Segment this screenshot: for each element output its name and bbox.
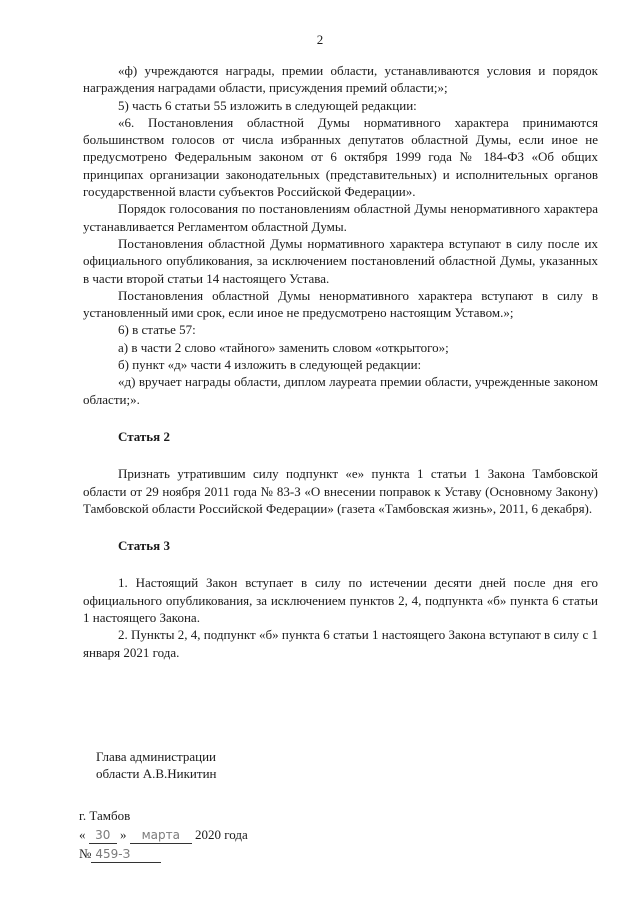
number-line [79,844,248,863]
date-line [79,825,248,844]
paragraph-voting-order: Порядок голосования по постановлениям областной Думы ненормативного характера устанавливается Регламентом областной Думы. [83,201,598,234]
signature-block [96,748,216,782]
article-2-text: Признать утратившим силу подпункт «е» пункта 1 статьи 1 Закона Тамбовской области от 29 ноября 2011 года № 83-З «О внесении поправок к Уставу (Основному Закону) Тамбовской области Российской Федерации» (газета «Тамбовская жизнь», 2011, 6 декабря). [83,466,598,516]
paragraph-nonnormative-effect: Постановления областной Думы ненормативного характера вступают в силу в установленный ими срок, если иное не предусмотрено настоящим Уставом.»; [83,287,598,321]
article-2-heading: Статья 2 [118,428,170,444]
paragraph-item-6: 6) в статье 57: [118,322,196,338]
article-3-heading: Статья 3 [118,538,170,554]
signature-title: Глава администрации [96,749,217,764]
paragraph-f: «ф) учреждаются награды, премии области, устанавливаются условия и порядок награждения наградами области, присуждения премий области;»; [83,63,598,96]
quote-open: « [79,827,86,842]
paragraph-part-6: «6. Постановления областной Думы нормативного характера принимаются большинством голосов от числа избранных депутатов областной Думы, если иное не предусмотрено Федеральным законом от 6 октября 1999 года № 184-ФЗ «Об общих принципах организации законодательных (представительных) и исполнительных органов государственной власти субъектов Российской Федерации». [83,114,598,200]
paragraph-sub-d: «д) вручает награды области, диплом лауреата премии области, учрежденные законом области;». [83,374,598,407]
quote-close: » [120,827,127,842]
handwritten-day: 30 [89,828,117,844]
paragraph-item-5: 5) часть 6 статьи 55 изложить в следующей редакции: [118,97,417,113]
paragraph-normative-effect: Постановления областной Думы нормативного характера вступают в силу после их официального опубликования, за исключением постановлений областной Думы, указанных в части второй статьи 14 настоящего Устава. [83,235,598,286]
paragraph-sub-a: а) в части 2 слово «тайного» заменить словом «открытого»; [118,339,449,355]
article-3-item-1: 1. Настоящий Закон вступает в силу по истечении десяти дней после дня его официального опубликования, за исключением пунктов 2, 4, подпункта «б» пункта 6 статьи 1 настоящего Закона. [83,575,598,626]
signature-name: области А.В.Никитин [96,766,217,781]
page-number: 2 [316,32,324,47]
document-body [83,62,598,661]
city: г. Тамбов [79,808,131,823]
number-prefix: № [79,846,92,861]
place-date-block [79,806,248,863]
article-3-item-2: 2. Пункты 2, 4, подпункт «б» пункта 6 статьи 1 настоящего Закона вступают в силу с 1 января 2021 года. [83,627,598,660]
year: 2020 года [195,827,248,842]
paragraph-sub-b: б) пункт «д» части 4 изложить в следующей редакции: [118,357,422,373]
handwritten-month: марта [130,828,192,844]
handwritten-number: 459-З [91,847,161,863]
